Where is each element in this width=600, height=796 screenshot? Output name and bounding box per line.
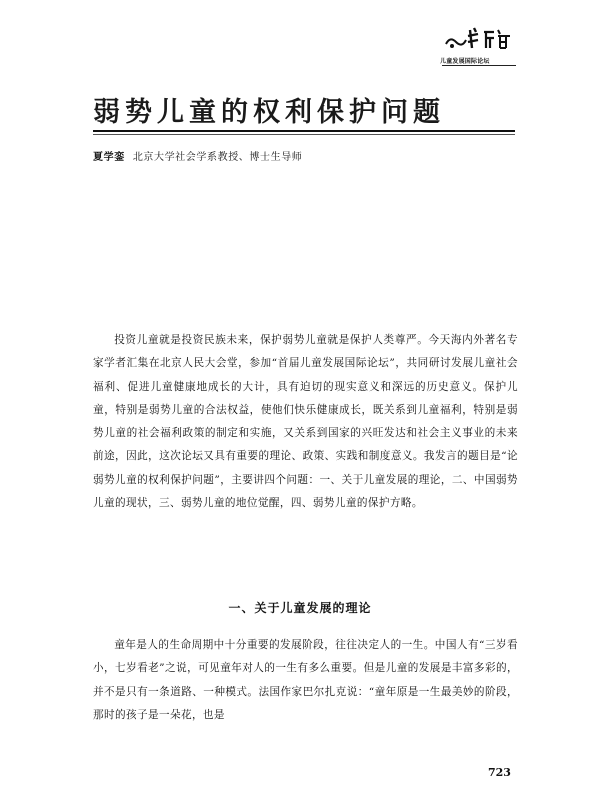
title-divider-thin xyxy=(93,134,515,135)
intro-paragraph: 投资儿童就是投资民族未来，保护弱势儿童就是保护人类尊严。今天海内外著名专家学者汇集在北京人民大会堂，参加“首届儿童发展国际论坛”，共同研讨发展儿童社会福利、促进儿童健康地成长的大计，具有迫切的现实意义和深远的历史意义。保护儿童，特别是弱势儿童的合法权益，使他们快乐健康成长，既关系到儿童福利，特别是弱势儿童的社会福利政策的制定和实施，又关系到国家的兴旺发达和社会主义事业的未来前途，因此，这次论坛又具有重要的理论、政策、实践和制度意义。我发言的题目是“论弱势儿童的权利保护问题”，主要讲四个问题：一、关于儿童发展的理论，二、中国弱势儿童的现状，三、弱势儿童的地位觉醒，四、弱势儿童的保护方略。 xyxy=(93,334,518,510)
forum-logo xyxy=(440,26,520,70)
author-affiliation: 北京大学社会学系教授、博士生导师 xyxy=(132,152,303,163)
section-heading: 一、关于儿童发展的理论 xyxy=(228,601,372,615)
page-number: 723 xyxy=(488,766,511,779)
title-divider-thick xyxy=(93,130,515,132)
section-paragraph: 童年是人的生命周期中十分重要的发展阶段，往往决定人的一生。中国人有“三岁看小，七岁看老”之说，可见童年对人的一生有多么重要。但是儿童的发展是丰富多彩的，并不是只有一条道路、一种模式。法国作家巴尔扎克说：“童年原是一生最美妙的阶段，那时的孩子是一朵花，也是 xyxy=(93,639,518,721)
author-name: 夏学銮 xyxy=(93,152,125,163)
article-title: 弱势儿童的权利保护问题 xyxy=(93,97,445,128)
logo-caption: 儿童发展国际论坛 xyxy=(440,58,490,65)
forum-emblem-icon xyxy=(442,26,516,52)
logo-divider xyxy=(442,65,516,66)
author-line xyxy=(93,148,302,163)
